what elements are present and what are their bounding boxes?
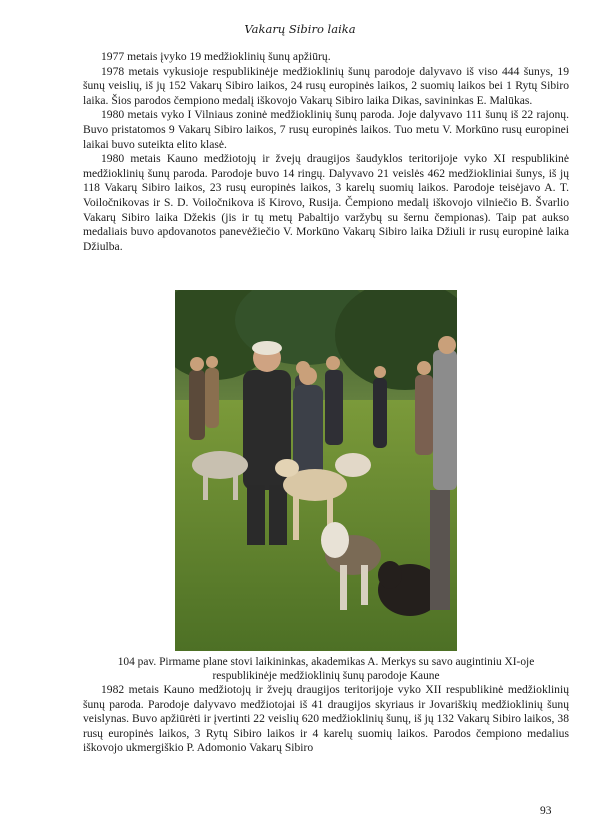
- caption-line: respublikinėje medžioklinių šunų parodoje Kaune: [212, 670, 440, 682]
- caption-line: 104 pav. Pirmame plane stovi laikininkas, akademikas A. Merkys su savo augintiniu XI-oje: [117, 656, 535, 668]
- paragraph: 1980 metais vyko I Vilniaus zoninė medžioklinių šunų paroda. Joje dalyvavo 111 šunų iš 22 rajonų. Buvo pristatomos 9 Vakarų Sibiro laikos, 7 rusų europinės laikos. Tuo metu V. Morkūno rusų europinei laikai buvo suteikta elito klasė.: [83, 108, 569, 151]
- text-block-top: [83, 50, 569, 254]
- page-number: 93: [540, 805, 552, 817]
- dog-show-photo: [175, 290, 457, 651]
- paragraph: 1982 metais Kauno medžiotojų ir žvejų draugijos teritorijoje vyko XII respublikinė medžioklinių šunų paroda. Parodoje dalyvavo medžiotojai iš 41 draugijos skyriaus ir Jovariškių medžioklinių šunų veislynas. Buvo apžiūrėti ir įvertinti 22 veislių 620 medžioklinių šunų, iš jų 132 Vakarų Sibiro laikos, 38 rusų europinės laikos, 3 Rytų Sibiro laikos ir 4 karelų suomių laikos. Parodos čempiono medalius iškovojo ukmergiškio P. Adomonio Vakarų Sibiro: [83, 683, 569, 755]
- paragraph: 1980 metais Kauno medžiotojų ir žvejų draugijos šaudyklos teritorijoje vyko XI respublikinė medžioklinių šunų paroda. Parodoje buvo 14 ringų. Dalyvavo 21 veislės 462 medžiokliniai šunys, iš jų 118 Vakarų Sibiro laikos, 23 rusų europinės laikos, 3 karelų suomių laikos. Parodoje teisėjavo A. T. Voiločnikovas ir S. D. Voiločnikova iš Kirovo, Rusija. Čempiono medalį iškovojo vilniečio B. Švarlio Vakarų Sibiro laika Džekis (jis ir tų metų Pabaltijo varžybų su šernu čempionas). Taip pat aukso medaliais buvo apdovanotos panevėžiečio V. Morkūno Vakarų Sibiro laika Džiuli ir rusų europinė laika Džiulba.: [83, 152, 569, 253]
- figure-caption: [83, 655, 569, 683]
- paragraph: 1977 metais įvyko 19 medžioklinių šunų apžiūrų.: [101, 50, 331, 63]
- running-header: Vakarų Sibiro laika: [244, 22, 356, 36]
- paragraph: 1978 metais vykusioje respublikinėje medžioklinių šunų parodoje dalyvavo iš viso 444 šunys, 19 šunų veislių, iš jų 152 Vakarų Sibiro laikos, 24 rusų europinės laikos, 2 suomių laikos bei 1 Rytų Sibiro laika. Šios parodos čempiono medalį iškovojo Vakarų Sibiro laika Dikas, savininkas E. Malūkas.: [83, 64, 569, 107]
- text-block-bottom: [83, 683, 569, 756]
